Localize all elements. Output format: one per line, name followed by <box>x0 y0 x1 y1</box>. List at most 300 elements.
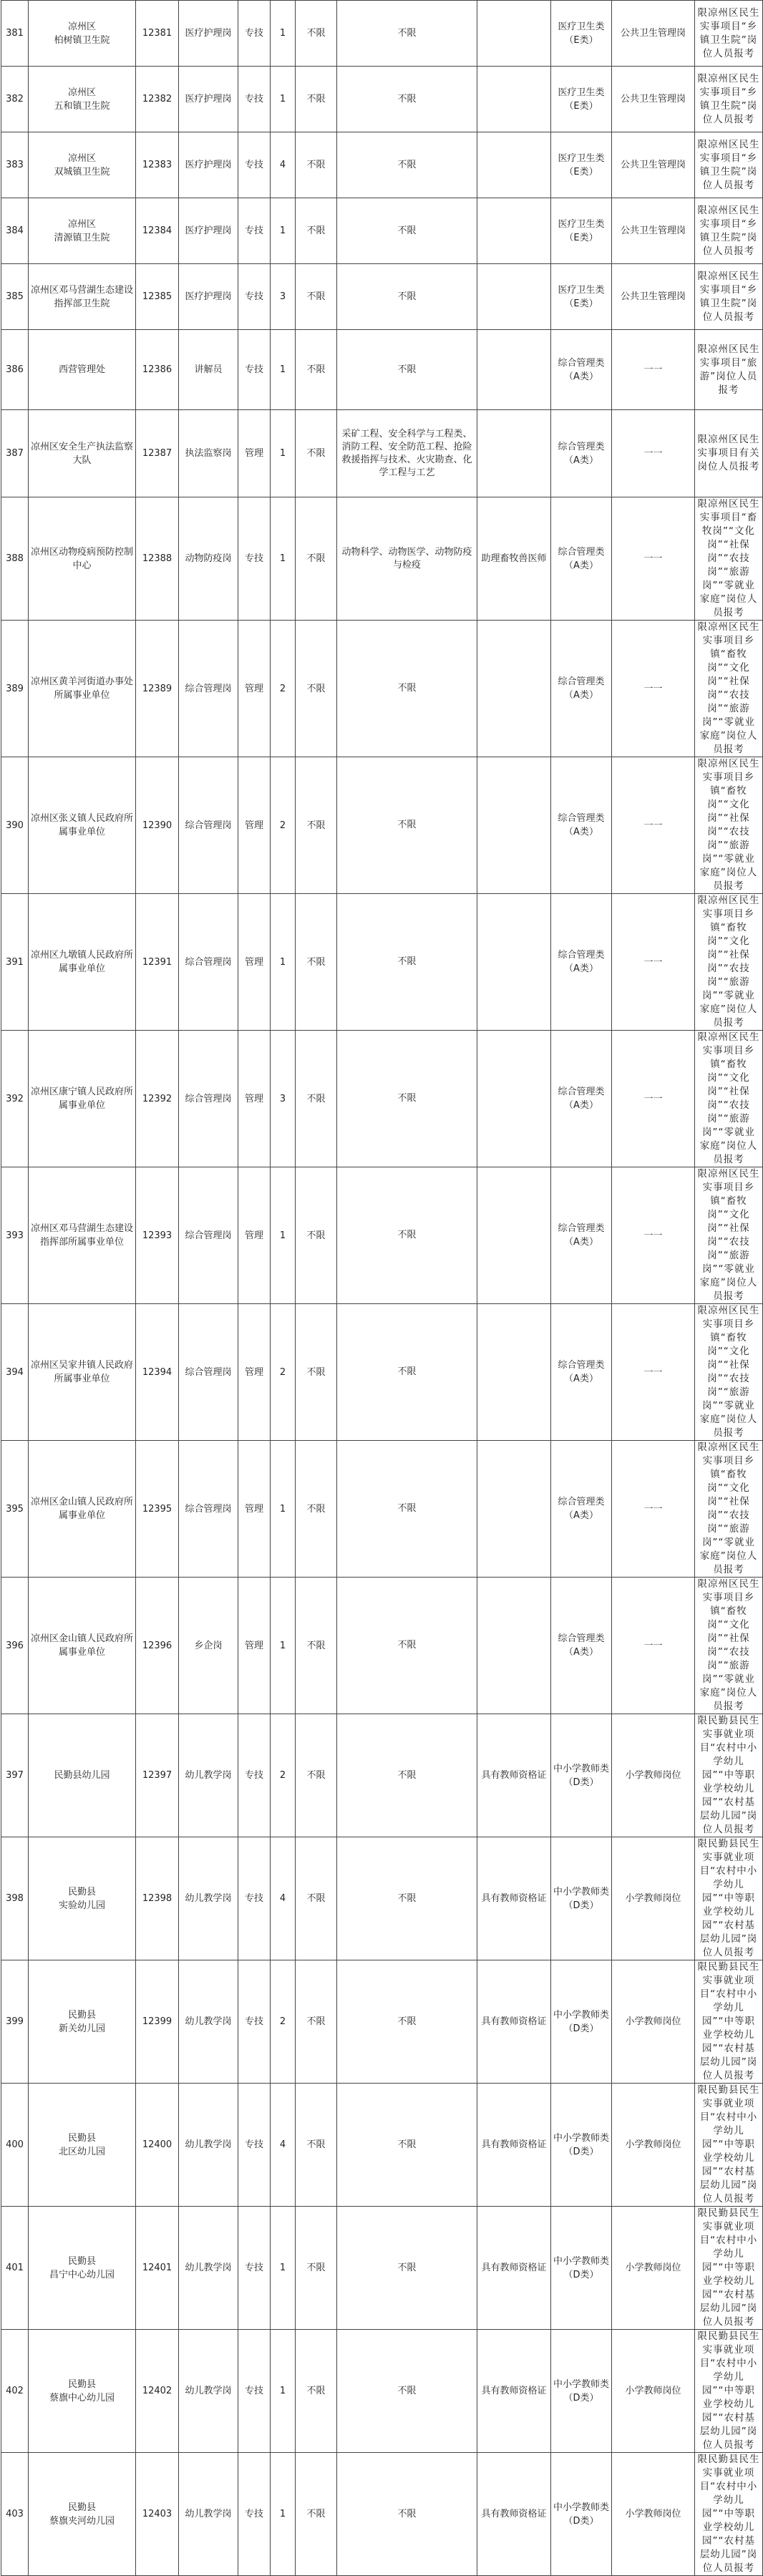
exam-subcategory-cell: 一一 <box>612 1304 695 1441</box>
position-type-cell: 专技 <box>238 1714 271 1837</box>
position-type-cell: 管理 <box>238 1031 271 1167</box>
position-type-cell: 专技 <box>238 2207 271 2330</box>
exam-subcategory-cell: 小学教师岗位 <box>612 2084 695 2207</box>
requirement-cell: 不限 <box>296 1304 337 1441</box>
exam-subcategory-cell: 一一 <box>612 894 695 1031</box>
position-code-cell: 12394 <box>136 1304 179 1441</box>
requirement-cell: 不限 <box>296 1837 337 1960</box>
row-number-cell: 385 <box>1 264 29 330</box>
note-cell: 限凉州区民生实事项目乡镇“畜牧岗”“文化岗”“社保岗”“农技岗”“旅游岗”“零就业家庭”岗位人员报考 <box>695 1441 763 1578</box>
table-row <box>1 894 763 1031</box>
note-cell: 限凉州区民生实事项目乡镇“畜牧岗”“文化岗”“社保岗”“农技岗”“旅游岗”“零就业家庭”岗位人员报考 <box>695 1304 763 1441</box>
table-row <box>1 330 763 410</box>
exam-category-cell: 医疗卫生类（E类） <box>551 198 612 264</box>
position-name-cell: 医疗护理岗 <box>179 67 238 132</box>
requirement-cell: 不限 <box>296 621 337 757</box>
position-code-cell: 12384 <box>136 198 179 264</box>
note-cell: 限民勤县民生实事就业项目“农村中小学幼儿园”“中等职业学校幼儿园”“农村基层幼儿园”岗位人员报考 <box>695 1960 763 2084</box>
position-type-cell: 专技 <box>238 2453 271 2576</box>
headcount-cell: 1 <box>271 2453 296 2576</box>
table-row <box>1 621 763 757</box>
note-cell: 限凉州区民生实事项目“旅游”岗位人员报考 <box>695 330 763 410</box>
exam-category-cell: 综合管理类（A类） <box>551 1304 612 1441</box>
exam-subcategory-cell: 小学教师岗位 <box>612 2330 695 2453</box>
position-code-cell: 12389 <box>136 621 179 757</box>
position-name-cell: 综合管理岗 <box>179 1304 238 1441</box>
position-name-cell: 综合管理岗 <box>179 1031 238 1167</box>
headcount-cell: 1 <box>271 410 296 497</box>
exam-subcategory-cell: 小学教师岗位 <box>612 2207 695 2330</box>
note-cell: 限民勤县民生实事就业项目“农村中小学幼儿园”“中等职业学校幼儿园”“农村基层幼儿园”岗位人员报考 <box>695 2084 763 2207</box>
position-code-cell: 12381 <box>136 1 179 67</box>
requirement-cell: 不限 <box>296 497 337 621</box>
exam-category-cell: 综合管理类（A类） <box>551 410 612 497</box>
headcount-cell: 1 <box>271 1441 296 1578</box>
exam-category-cell: 医疗卫生类（E类） <box>551 132 612 198</box>
position-type-cell: 管理 <box>238 757 271 894</box>
headcount-cell: 4 <box>271 2084 296 2207</box>
exam-category-cell: 综合管理类（A类） <box>551 497 612 621</box>
exam-category-cell: 综合管理类（A类） <box>551 1031 612 1167</box>
position-type-cell: 管理 <box>238 1167 271 1304</box>
other-requirement-cell <box>477 1 551 67</box>
headcount-cell: 1 <box>271 1578 296 1714</box>
row-number-cell: 392 <box>1 1031 29 1167</box>
note-cell: 限凉州区民生实事项目乡镇“畜牧岗”“文化岗”“社保岗”“农技岗”“旅游岗”“零就业家庭”岗位人员报考 <box>695 621 763 757</box>
requirement-cell: 不限 <box>296 1031 337 1167</box>
employer-cell: 民勤县 新关幼儿园 <box>29 1960 136 2084</box>
other-requirement-cell: 具有教师资格证 <box>477 2207 551 2330</box>
other-requirement-cell <box>477 757 551 894</box>
headcount-cell: 1 <box>271 330 296 410</box>
position-type-cell: 管理 <box>238 1304 271 1441</box>
major-cell: 不限 <box>337 2453 477 2576</box>
row-number-cell: 399 <box>1 1960 29 2084</box>
headcount-cell: 1 <box>271 2330 296 2453</box>
employer-cell: 凉州区张义镇人民政府所属事业单位 <box>29 757 136 894</box>
major-cell: 不限 <box>337 198 477 264</box>
employer-cell: 凉州区九墩镇人民政府所属事业单位 <box>29 894 136 1031</box>
requirement-cell: 不限 <box>296 330 337 410</box>
position-name-cell: 幼儿教学岗 <box>179 2084 238 2207</box>
position-type-cell: 专技 <box>238 67 271 132</box>
major-cell: 采矿工程、安全科学与工程类、消防工程、安全防范工程、抢险救援指挥与技术、火灾勘查、化学工程与工艺 <box>337 410 477 497</box>
other-requirement-cell <box>477 1304 551 1441</box>
position-code-cell: 12393 <box>136 1167 179 1304</box>
employer-cell: 凉州区安全生产执法监察大队 <box>29 410 136 497</box>
position-type-cell: 专技 <box>238 330 271 410</box>
major-cell: 不限 <box>337 2330 477 2453</box>
exam-category-cell: 中小学教师类（D类） <box>551 2453 612 2576</box>
row-number-cell: 390 <box>1 757 29 894</box>
exam-subcategory-cell: 一一 <box>612 1578 695 1714</box>
major-cell: 动物科学、动物医学、动物防疫与检疫 <box>337 497 477 621</box>
headcount-cell: 3 <box>271 1031 296 1167</box>
row-number-cell: 382 <box>1 67 29 132</box>
exam-subcategory-cell: 一一 <box>612 1031 695 1167</box>
table-row <box>1 2084 763 2207</box>
requirement-cell: 不限 <box>296 1960 337 2084</box>
position-name-cell: 综合管理岗 <box>179 894 238 1031</box>
other-requirement-cell <box>477 1167 551 1304</box>
exam-category-cell: 综合管理类（A类） <box>551 1578 612 1714</box>
row-number-cell: 400 <box>1 2084 29 2207</box>
position-type-cell: 管理 <box>238 1578 271 1714</box>
position-name-cell: 乡企岗 <box>179 1578 238 1714</box>
position-name-cell: 幼儿教学岗 <box>179 1714 238 1837</box>
row-number-cell: 396 <box>1 1578 29 1714</box>
major-cell: 不限 <box>337 1 477 67</box>
table-row <box>1 2453 763 2576</box>
employer-cell: 凉州区 五和镇卫生院 <box>29 67 136 132</box>
position-type-cell: 专技 <box>238 2084 271 2207</box>
requirement-cell: 不限 <box>296 757 337 894</box>
requirement-cell: 不限 <box>296 2207 337 2330</box>
exam-subcategory-cell: 公共卫生管理岗 <box>612 67 695 132</box>
requirement-cell: 不限 <box>296 1441 337 1578</box>
major-cell: 不限 <box>337 1167 477 1304</box>
exam-subcategory-cell: 一一 <box>612 1441 695 1578</box>
requirement-cell: 不限 <box>296 132 337 198</box>
row-number-cell: 383 <box>1 132 29 198</box>
table-row <box>1 1441 763 1578</box>
row-number-cell: 393 <box>1 1167 29 1304</box>
major-cell: 不限 <box>337 330 477 410</box>
row-number-cell: 387 <box>1 410 29 497</box>
exam-category-cell: 医疗卫生类（E类） <box>551 264 612 330</box>
position-code-cell: 12392 <box>136 1031 179 1167</box>
position-name-cell: 综合管理岗 <box>179 1167 238 1304</box>
table-row <box>1 198 763 264</box>
requirement-cell: 不限 <box>296 2084 337 2207</box>
note-cell: 限凉州区民生实事项目“乡镇卫生院”岗位人员报考 <box>695 132 763 198</box>
position-name-cell: 讲解员 <box>179 330 238 410</box>
employer-cell: 民勤县 实验幼儿园 <box>29 1837 136 1960</box>
position-type-cell: 专技 <box>238 1960 271 2084</box>
position-code-cell: 12386 <box>136 330 179 410</box>
headcount-cell: 1 <box>271 1 296 67</box>
table-row <box>1 264 763 330</box>
employer-cell: 西营管理处 <box>29 330 136 410</box>
other-requirement-cell: 具有教师资格证 <box>477 1714 551 1837</box>
note-cell: 限凉州区民生实事项目乡镇“畜牧岗”“文化岗”“社保岗”“农技岗”“旅游岗”“零就业家庭”岗位人员报考 <box>695 757 763 894</box>
row-number-cell: 402 <box>1 2330 29 2453</box>
position-code-cell: 12388 <box>136 497 179 621</box>
requirement-cell: 不限 <box>296 2453 337 2576</box>
exam-subcategory-cell: 小学教师岗位 <box>612 1837 695 1960</box>
headcount-cell: 1 <box>271 67 296 132</box>
position-code-cell: 12390 <box>136 757 179 894</box>
position-type-cell: 专技 <box>238 132 271 198</box>
headcount-cell: 1 <box>271 1167 296 1304</box>
headcount-cell: 1 <box>271 894 296 1031</box>
headcount-cell: 1 <box>271 2207 296 2330</box>
major-cell: 不限 <box>337 1441 477 1578</box>
position-name-cell: 医疗护理岗 <box>179 132 238 198</box>
table-row <box>1 1304 763 1441</box>
exam-subcategory-cell: 一一 <box>612 410 695 497</box>
position-type-cell: 专技 <box>238 1837 271 1960</box>
note-cell: 限凉州区民生实事项目乡镇“畜牧岗”“文化岗”“社保岗”“农技岗”“旅游岗”“零就业家庭”岗位人员报考 <box>695 1031 763 1167</box>
employer-cell: 凉州区黄羊河街道办事处所属事业单位 <box>29 621 136 757</box>
requirement-cell: 不限 <box>296 1167 337 1304</box>
note-cell: 限民勤县民生实事就业项目“农村中小学幼儿园”“中等职业学校幼儿园”“农村基层幼儿园”岗位人员报考 <box>695 1714 763 1837</box>
note-cell: 限凉州区民生实事项目“乡镇卫生院”岗位人员报考 <box>695 264 763 330</box>
requirement-cell: 不限 <box>296 1 337 67</box>
row-number-cell: 381 <box>1 1 29 67</box>
requirement-cell: 不限 <box>296 2330 337 2453</box>
note-cell: 限民勤县民生实事就业项目“农村中小学幼儿园”“中等职业学校幼儿园”“农村基层幼儿园”岗位人员报考 <box>695 2207 763 2330</box>
major-cell: 不限 <box>337 1031 477 1167</box>
major-cell: 不限 <box>337 2207 477 2330</box>
other-requirement-cell <box>477 410 551 497</box>
position-name-cell: 医疗护理岗 <box>179 264 238 330</box>
headcount-cell: 2 <box>271 757 296 894</box>
other-requirement-cell <box>477 264 551 330</box>
exam-subcategory-cell: 一一 <box>612 330 695 410</box>
position-type-cell: 专技 <box>238 1 271 67</box>
requirement-cell: 不限 <box>296 67 337 132</box>
row-number-cell: 401 <box>1 2207 29 2330</box>
position-code-cell: 12397 <box>136 1714 179 1837</box>
requirement-cell: 不限 <box>296 198 337 264</box>
headcount-cell: 2 <box>271 1960 296 2084</box>
note-cell: 限民勤县民生实事就业项目“农村中小学幼儿园”“中等职业学校幼儿园”“农村基层幼儿园”岗位人员报考 <box>695 1837 763 1960</box>
exam-category-cell: 中小学教师类（D类） <box>551 2084 612 2207</box>
note-cell: 限凉州区民生实事项目“乡镇卫生院”岗位人员报考 <box>695 67 763 132</box>
note-cell: 限凉州区民生实事项目乡镇“畜牧岗”“文化岗”“社保岗”“农技岗”“旅游岗”“零就业家庭”岗位人员报考 <box>695 894 763 1031</box>
other-requirement-cell: 具有教师资格证 <box>477 2453 551 2576</box>
row-number-cell: 384 <box>1 198 29 264</box>
exam-subcategory-cell: 一一 <box>612 1167 695 1304</box>
other-requirement-cell <box>477 1031 551 1167</box>
exam-category-cell: 中小学教师类（D类） <box>551 2330 612 2453</box>
note-cell: 限凉州区民生实事项目“乡镇卫生院”岗位人员报考 <box>695 1 763 67</box>
exam-category-cell: 综合管理类（A类） <box>551 894 612 1031</box>
exam-category-cell: 中小学教师类（D类） <box>551 1837 612 1960</box>
other-requirement-cell <box>477 621 551 757</box>
position-type-cell: 管理 <box>238 1441 271 1578</box>
position-type-cell: 管理 <box>238 621 271 757</box>
row-number-cell: 391 <box>1 894 29 1031</box>
exam-category-cell: 中小学教师类（D类） <box>551 1714 612 1837</box>
requirement-cell: 不限 <box>296 894 337 1031</box>
other-requirement-cell: 具有教师资格证 <box>477 1960 551 2084</box>
exam-subcategory-cell: 公共卫生管理岗 <box>612 132 695 198</box>
exam-subcategory-cell: 公共卫生管理岗 <box>612 198 695 264</box>
major-cell: 不限 <box>337 621 477 757</box>
exam-category-cell: 医疗卫生类（E类） <box>551 67 612 132</box>
table-row <box>1 132 763 198</box>
employer-cell: 凉州区 双城镇卫生院 <box>29 132 136 198</box>
employer-cell: 凉州区吴家井镇人民政府所属事业单位 <box>29 1304 136 1441</box>
exam-subcategory-cell: 公共卫生管理岗 <box>612 1 695 67</box>
major-cell: 不限 <box>337 1837 477 1960</box>
position-name-cell: 幼儿教学岗 <box>179 2330 238 2453</box>
table-row <box>1 67 763 132</box>
position-name-cell: 综合管理岗 <box>179 1441 238 1578</box>
exam-category-cell: 综合管理类（A类） <box>551 1167 612 1304</box>
table-row <box>1 497 763 621</box>
position-code-cell: 12401 <box>136 2207 179 2330</box>
note-cell: 限凉州区民生实事项目乡镇“畜牧岗”“文化岗”“社保岗”“农技岗”“旅游岗”“零就业家庭”岗位人员报考 <box>695 1167 763 1304</box>
table-row <box>1 1714 763 1837</box>
position-type-cell: 专技 <box>238 2330 271 2453</box>
exam-category-cell: 综合管理类（A类） <box>551 621 612 757</box>
position-type-cell: 专技 <box>238 198 271 264</box>
position-name-cell: 综合管理岗 <box>179 757 238 894</box>
headcount-cell: 1 <box>271 497 296 621</box>
table-body <box>1 1 763 2576</box>
position-code-cell: 12382 <box>136 67 179 132</box>
position-code-cell: 12398 <box>136 1837 179 1960</box>
other-requirement-cell: 具有教师资格证 <box>477 2330 551 2453</box>
exam-category-cell: 综合管理类（A类） <box>551 330 612 410</box>
position-type-cell: 管理 <box>238 410 271 497</box>
major-cell: 不限 <box>337 1304 477 1441</box>
exam-subcategory-cell: 一一 <box>612 757 695 894</box>
major-cell: 不限 <box>337 894 477 1031</box>
employer-cell: 民勤县 昌宁中心幼儿园 <box>29 2207 136 2330</box>
employer-cell: 凉州区动物疫病预防控制中心 <box>29 497 136 621</box>
exam-category-cell: 医疗卫生类（E类） <box>551 1 612 67</box>
position-name-cell: 幼儿教学岗 <box>179 2207 238 2330</box>
position-code-cell: 12402 <box>136 2330 179 2453</box>
exam-category-cell: 中小学教师类（D类） <box>551 1960 612 2084</box>
headcount-cell: 2 <box>271 621 296 757</box>
major-cell: 不限 <box>337 264 477 330</box>
other-requirement-cell: 具有教师资格证 <box>477 2084 551 2207</box>
row-number-cell: 386 <box>1 330 29 410</box>
exam-subcategory-cell: 一一 <box>612 497 695 621</box>
position-code-cell: 12383 <box>136 132 179 198</box>
other-requirement-cell: 助理畜牧兽医师 <box>477 497 551 621</box>
other-requirement-cell <box>477 198 551 264</box>
employer-cell: 凉州区金山镇人民政府所属事业单位 <box>29 1441 136 1578</box>
table-row <box>1 1031 763 1167</box>
table-row <box>1 1960 763 2084</box>
exam-subcategory-cell: 小学教师岗位 <box>612 2453 695 2576</box>
table-row <box>1 1578 763 1714</box>
position-name-cell: 幼儿教学岗 <box>179 2453 238 2576</box>
position-code-cell: 12385 <box>136 264 179 330</box>
exam-subcategory-cell: 一一 <box>612 621 695 757</box>
exam-subcategory-cell: 小学教师岗位 <box>612 1714 695 1837</box>
employer-cell: 凉州区邓马营湖生态建设指挥部所属事业单位 <box>29 1167 136 1304</box>
exam-category-cell: 综合管理类（A类） <box>551 1441 612 1578</box>
note-cell: 限民勤县民生实事就业项目“农村中小学幼儿园”“中等职业学校幼儿园”“农村基层幼儿园”岗位人员报考 <box>695 2453 763 2576</box>
table-row <box>1 757 763 894</box>
row-number-cell: 403 <box>1 2453 29 2576</box>
position-code-cell: 12403 <box>136 2453 179 2576</box>
other-requirement-cell <box>477 1578 551 1714</box>
table-row <box>1 1 763 67</box>
note-cell: 限民勤县民生实事就业项目“农村中小学幼儿园”“中等职业学校幼儿园”“农村基层幼儿园”岗位人员报考 <box>695 2330 763 2453</box>
position-code-cell: 12395 <box>136 1441 179 1578</box>
major-cell: 不限 <box>337 2084 477 2207</box>
row-number-cell: 389 <box>1 621 29 757</box>
table-row <box>1 2207 763 2330</box>
employer-cell: 民勤县 蔡旗夹河幼儿园 <box>29 2453 136 2576</box>
major-cell: 不限 <box>337 67 477 132</box>
position-name-cell: 执法监察岗 <box>179 410 238 497</box>
exam-category-cell: 中小学教师类（D类） <box>551 2207 612 2330</box>
position-name-cell: 医疗护理岗 <box>179 198 238 264</box>
position-name-cell: 幼儿教学岗 <box>179 1960 238 2084</box>
employer-cell: 凉州区 柏树镇卫生院 <box>29 1 136 67</box>
position-code-cell: 12400 <box>136 2084 179 2207</box>
major-cell: 不限 <box>337 1714 477 1837</box>
headcount-cell: 4 <box>271 1837 296 1960</box>
employer-cell: 凉州区金山镇人民政府所属事业单位 <box>29 1578 136 1714</box>
table-row <box>1 1167 763 1304</box>
position-type-cell: 专技 <box>238 497 271 621</box>
row-number-cell: 388 <box>1 497 29 621</box>
requirement-cell: 不限 <box>296 410 337 497</box>
other-requirement-cell <box>477 894 551 1031</box>
exam-subcategory-cell: 公共卫生管理岗 <box>612 264 695 330</box>
requirement-cell: 不限 <box>296 1578 337 1714</box>
exam-category-cell: 综合管理类（A类） <box>551 757 612 894</box>
headcount-cell: 2 <box>271 1714 296 1837</box>
recruitment-table <box>1 0 763 2576</box>
position-code-cell: 12391 <box>136 894 179 1031</box>
row-number-cell: 398 <box>1 1837 29 1960</box>
exam-subcategory-cell: 小学教师岗位 <box>612 1960 695 2084</box>
other-requirement-cell <box>477 132 551 198</box>
position-code-cell: 12387 <box>136 410 179 497</box>
position-type-cell: 管理 <box>238 894 271 1031</box>
requirement-cell: 不限 <box>296 1714 337 1837</box>
employer-cell: 凉州区邓马营湖生态建设指挥部卫生院 <box>29 264 136 330</box>
other-requirement-cell <box>477 330 551 410</box>
employer-cell: 民勤县幼儿园 <box>29 1714 136 1837</box>
note-cell: 限凉州区民生实事项目乡镇“畜牧岗”“文化岗”“社保岗”“农技岗”“旅游岗”“零就业家庭”岗位人员报考 <box>695 1578 763 1714</box>
major-cell: 不限 <box>337 757 477 894</box>
table-row <box>1 410 763 497</box>
requirement-cell: 不限 <box>296 264 337 330</box>
position-name-cell: 幼儿教学岗 <box>179 1837 238 1960</box>
other-requirement-cell <box>477 1441 551 1578</box>
note-cell: 限凉州区民生实事项目有关岗位人员报考 <box>695 410 763 497</box>
headcount-cell: 4 <box>271 132 296 198</box>
other-requirement-cell: 具有教师资格证 <box>477 1837 551 1960</box>
position-code-cell: 12396 <box>136 1578 179 1714</box>
employer-cell: 民勤县 北区幼儿园 <box>29 2084 136 2207</box>
row-number-cell: 395 <box>1 1441 29 1578</box>
employer-cell: 凉州区 清源镇卫生院 <box>29 198 136 264</box>
row-number-cell: 394 <box>1 1304 29 1441</box>
position-type-cell: 专技 <box>238 264 271 330</box>
position-name-cell: 医疗护理岗 <box>179 1 238 67</box>
note-cell: 限凉州区民生实事项目“乡镇卫生院”岗位人员报考 <box>695 198 763 264</box>
note-cell: 限凉州区民生实事项目“畜牧岗”“文化岗”“社保岗”“农技岗”“旅游岗”“零就业家庭”岗位人员报考 <box>695 497 763 621</box>
row-number-cell: 397 <box>1 1714 29 1837</box>
major-cell: 不限 <box>337 132 477 198</box>
major-cell: 不限 <box>337 1960 477 2084</box>
position-name-cell: 动物防疫岗 <box>179 497 238 621</box>
major-cell: 不限 <box>337 1578 477 1714</box>
position-code-cell: 12399 <box>136 1960 179 2084</box>
headcount-cell: 1 <box>271 198 296 264</box>
employer-cell: 凉州区康宁镇人民政府所属事业单位 <box>29 1031 136 1167</box>
headcount-cell: 3 <box>271 264 296 330</box>
headcount-cell: 2 <box>271 1304 296 1441</box>
position-name-cell: 综合管理岗 <box>179 621 238 757</box>
table-row <box>1 2330 763 2453</box>
other-requirement-cell <box>477 67 551 132</box>
employer-cell: 民勤县 蔡旗中心幼儿园 <box>29 2330 136 2453</box>
